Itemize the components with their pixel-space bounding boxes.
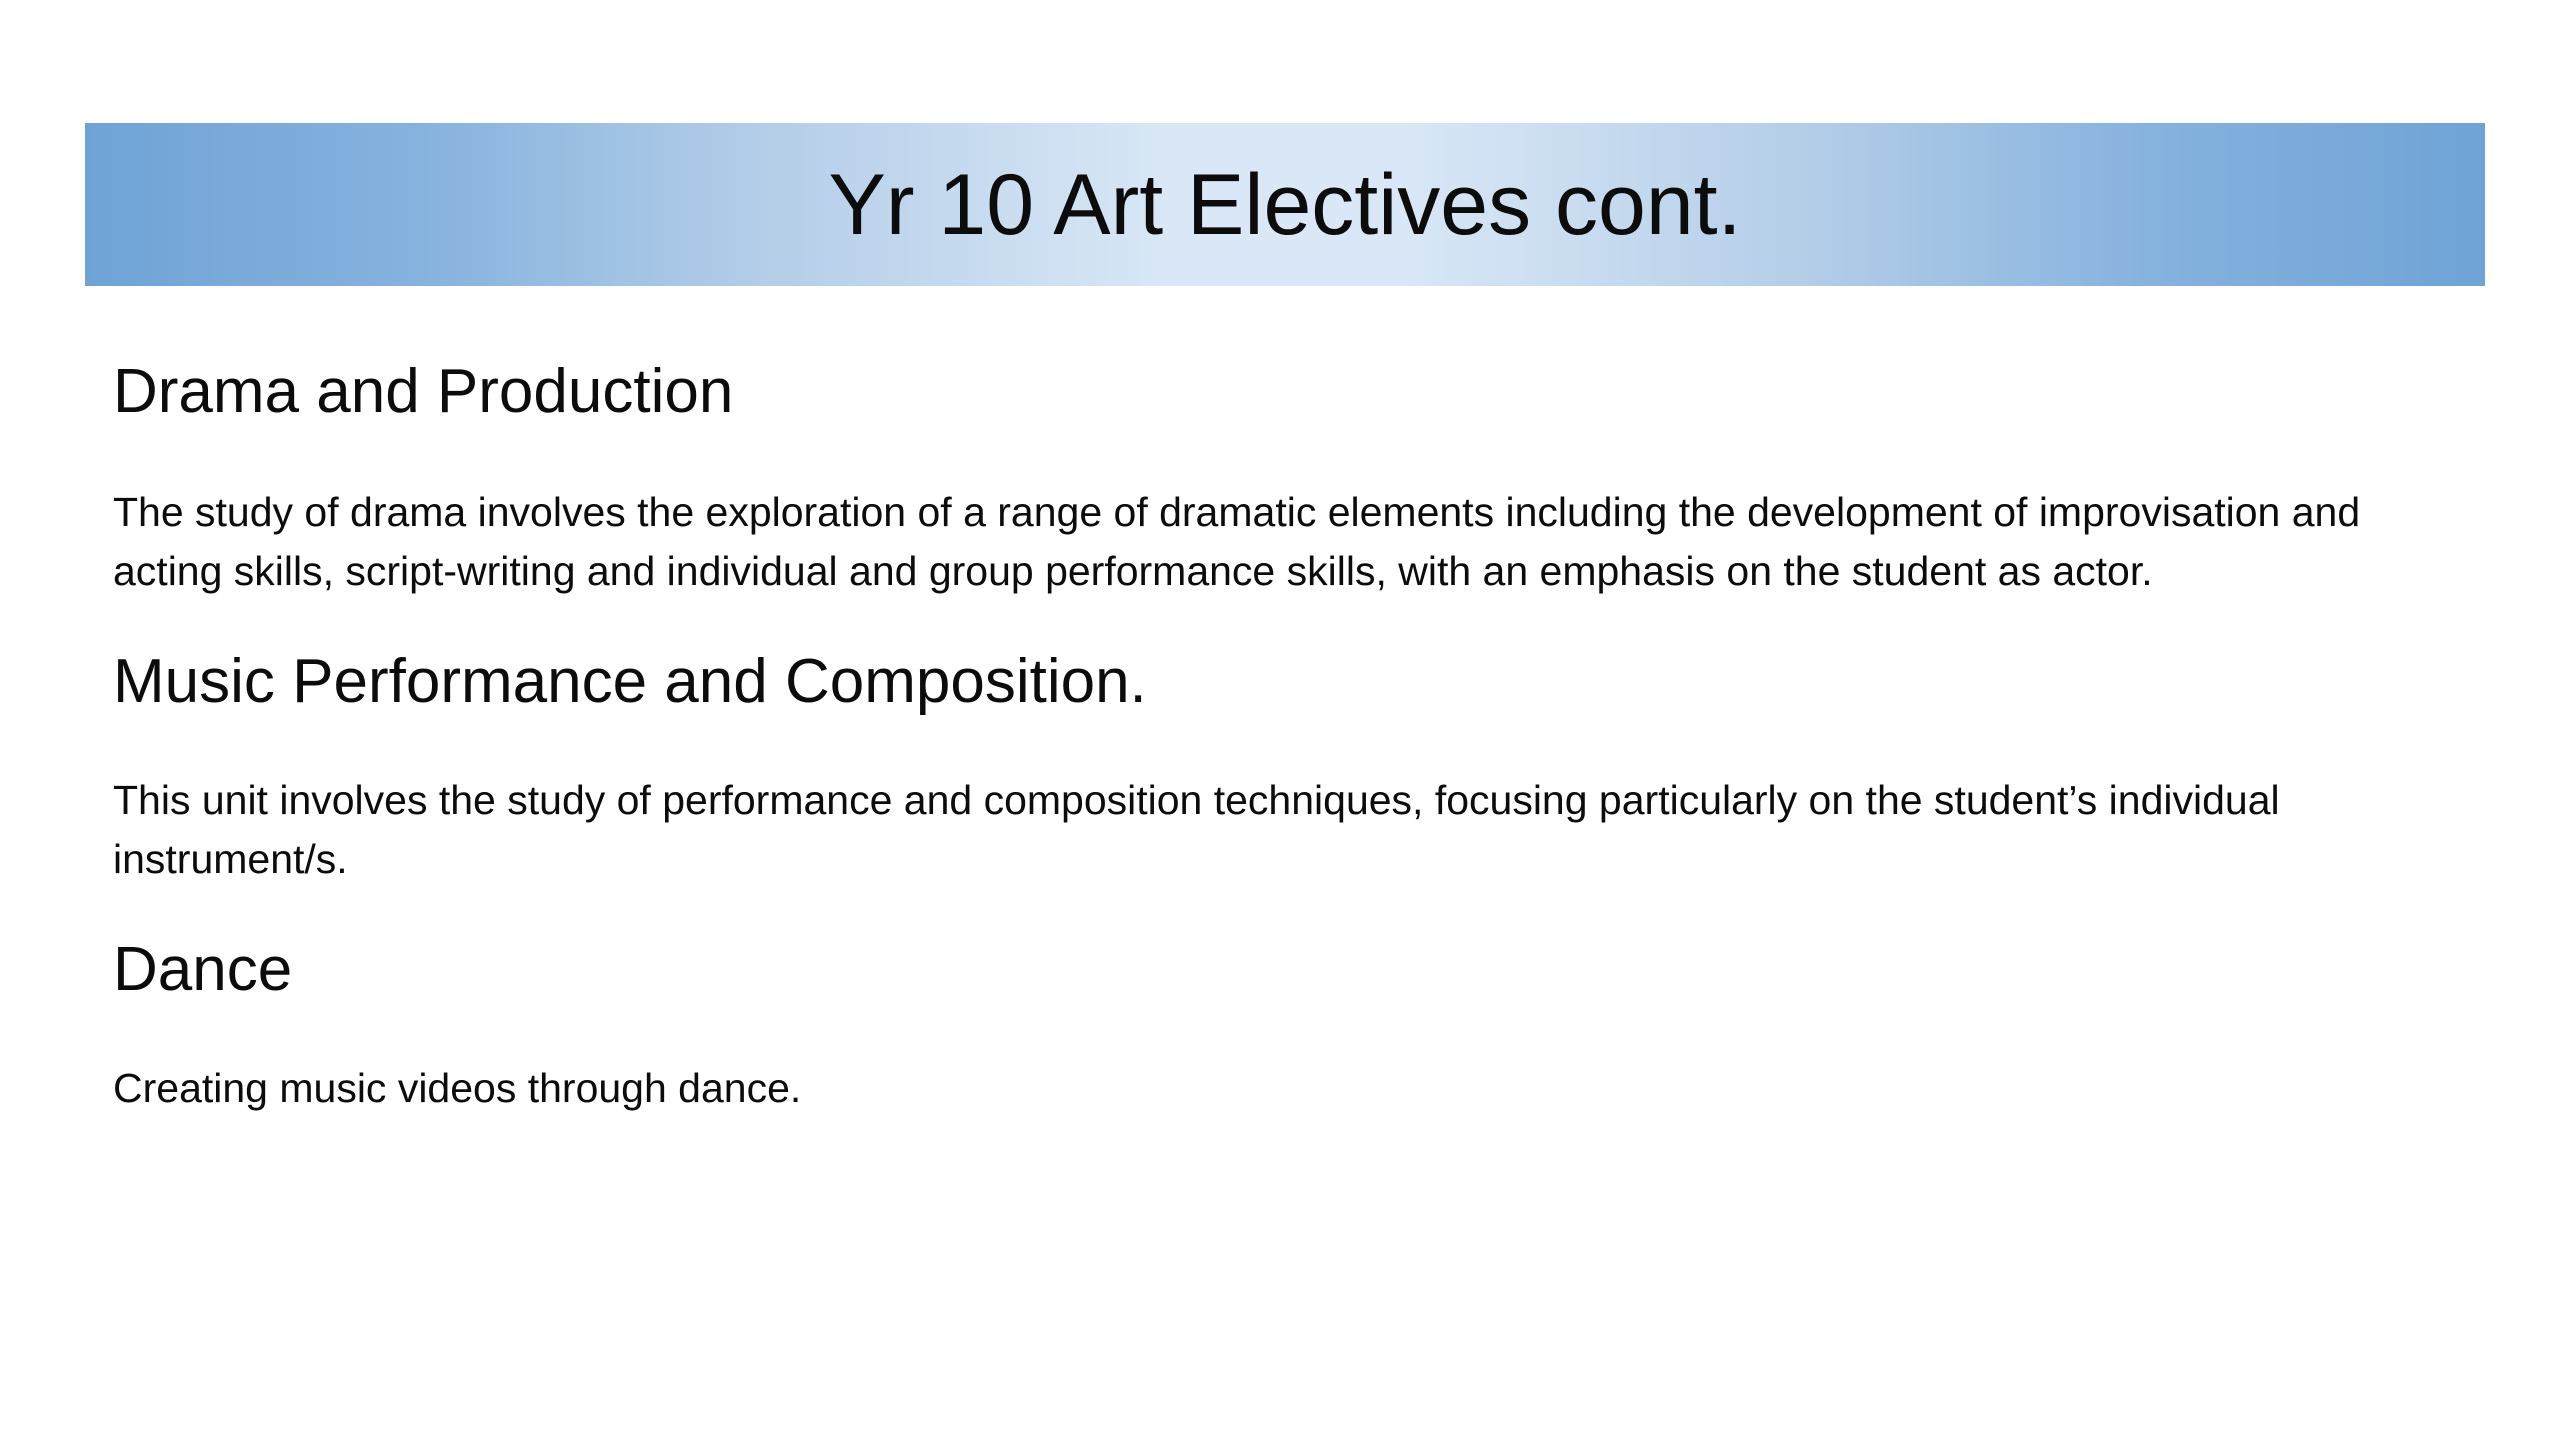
title-banner bbox=[85, 123, 2485, 286]
section-body-dance: Creating music videos through dance. bbox=[113, 1065, 802, 1111]
section-heading-music: Music Performance and Composition. bbox=[113, 647, 1147, 716]
section-heading-dance: Dance bbox=[113, 935, 293, 1004]
section-body-drama: The study of drama involves the exploration of a range of dramatic elements including the development of improvisation and acting skills, script-writing and individual and group performance skills, with an emphasis on the student as actor. bbox=[113, 489, 2361, 594]
slide-title: Yr 10 Art Electives cont. bbox=[828, 156, 1742, 253]
section-heading-drama: Drama and Production bbox=[113, 357, 734, 426]
section-body-music: This unit involves the study of performance and composition techniques, focusing particularly on the student’s individual instrument/s. bbox=[113, 777, 2280, 882]
